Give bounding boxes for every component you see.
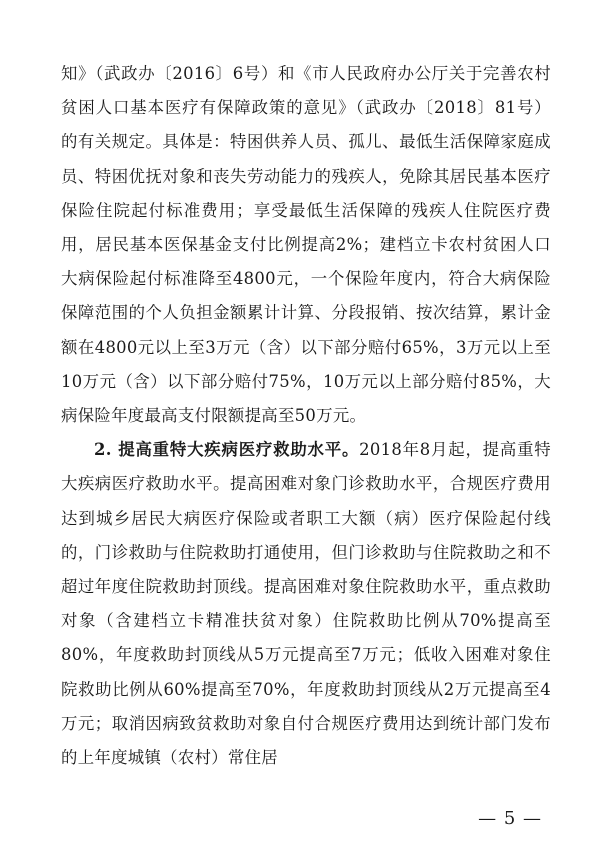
page-number: — 5 —	[478, 808, 542, 829]
paragraph-2-heading: 2. 提高重特大疾病医疗救助水平。	[94, 440, 360, 460]
paragraph-2	[61, 433, 551, 775]
paragraph-2-text: 2018年8月起，提高重特大疾病医疗救助水平。提高困难对象门诊救助水平，合规医疗费用达到城乡居民大病医疗保险或者职工大额（病）医疗保险起付线的，门诊救助与住院救助打通使用，但门诊救助与住院救助之和不超过年度住院救助封顶线。提高困难对象住院救助水平，重点救助对象（含建档立卡精准扶贫对象）住院救助比例从70%提高至80%，年度救助封顶线从5万元提高至7万元；低收入困难对象住院救助比例从60%提高至70%，年度救助封顶线从2万元提高至4万元；取消因病致贫救助对象自付合规医疗费用达到统计部门发布的上年度城镇（农村）常住居	[61, 440, 552, 768]
paragraph-continued	[61, 57, 551, 433]
paragraph-1-text: 知》（武政办〔2016〕6号）和《市人民政府办公厅关于完善农村贫困人口基本医疗有保障政策的意见》（武政办〔2018〕81号）的有关规定。具体是：特困供养人员、孤儿、最低生活保障家庭成员、特困优抚对象和丧失劳动能力的残疾人，免除其居民基本医疗保险住院起付标准费用；享受最低生活保障的残疾人住院医疗费用，居民基本医保基金支付比例提高2%；建档立卡农村贫困人口大病保险起付标准降至4800元，一个保险年度内，符合大病保险保障范围的个人负担金额累计计算、分段报销、按次结算，累计金额在4800元以上至3万元（含）以下部分赔付65%，3万元以上至10万元（含）以下部分赔付75%，10万元以上部分赔付85%，大病保险年度最高支付限额提高至50万元。	[61, 64, 551, 426]
